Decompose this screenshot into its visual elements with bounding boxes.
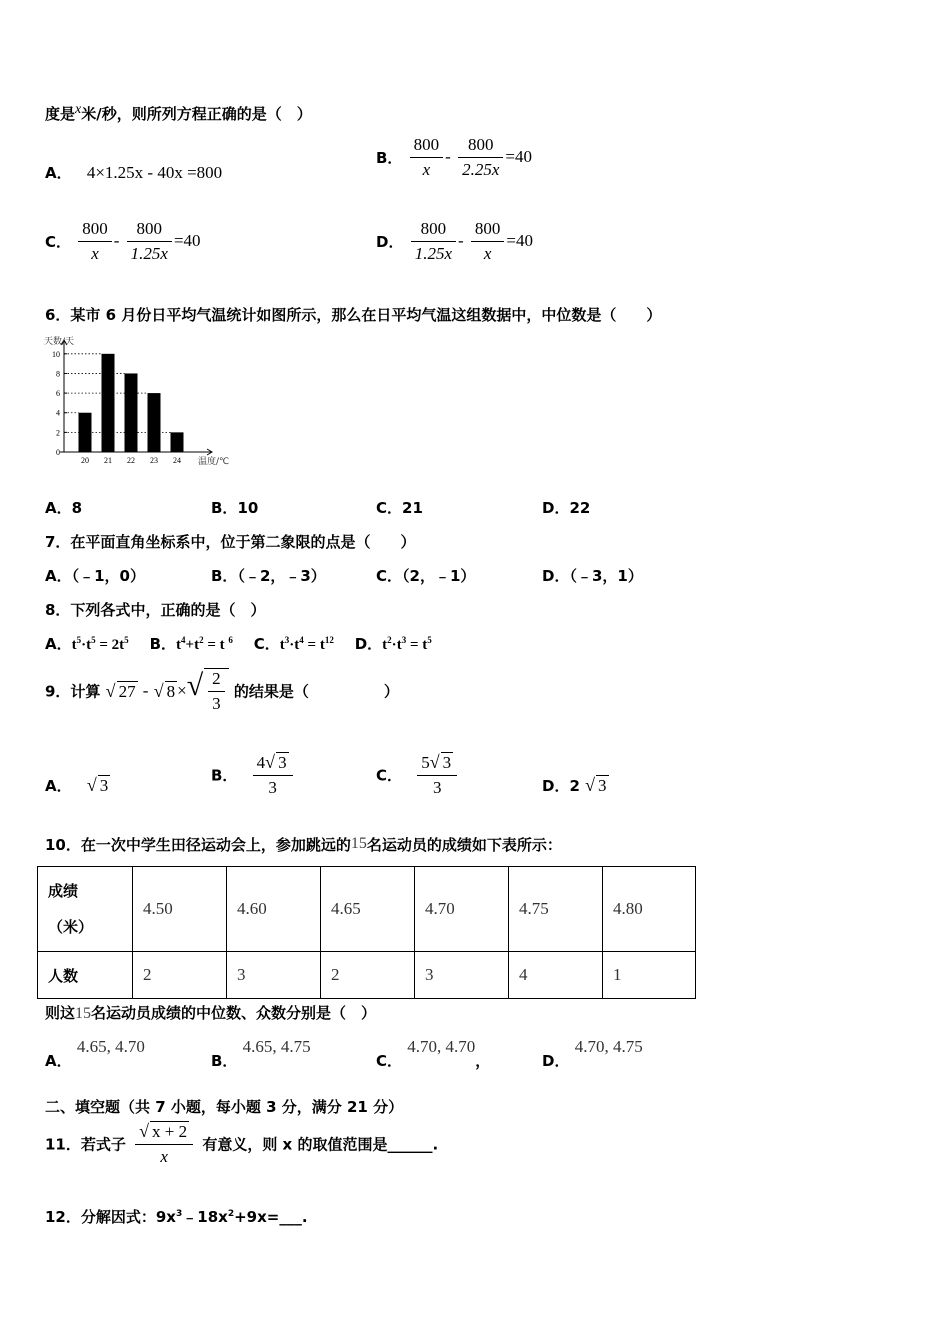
fraction: $\frac{800}{x}$	[471, 219, 505, 264]
x-tick-label: 20	[81, 456, 89, 465]
bar	[148, 393, 161, 452]
q12-stem: 12．分解因式：$9x^3﹣18x^2+9x=\_\_\_$.	[45, 1208, 308, 1226]
q7-option-c: C．（2，﹣1）	[376, 567, 476, 585]
table-header-cell: 人数	[38, 952, 133, 999]
y-tick-label: 0	[56, 448, 60, 457]
fraction: $\frac{800}{x}$	[78, 219, 112, 264]
q5-stem: 度是x米/秒，则所列方程正确的是（ ）	[45, 102, 312, 123]
bar	[171, 432, 184, 452]
q6-option-a: A．8	[45, 499, 83, 517]
y-tick-label: 10	[52, 349, 60, 359]
fraction: $\frac{800}{1.25x}$	[411, 219, 456, 264]
q8-options	[45, 633, 432, 654]
q5-option-a: A． 4×1.25x - 40x =800	[45, 163, 223, 182]
q6-option-d: D．22	[542, 499, 591, 517]
x-axis-label: 温度/℃	[198, 457, 230, 467]
table-cell: 2	[133, 952, 227, 999]
table-cell: 4.80	[603, 867, 696, 952]
temperature-bar-chart	[40, 332, 250, 472]
table-row	[38, 867, 696, 952]
q6-stem: 6．某市 6 月份日平均气温统计如图所示，那么在日平均气温这组数据中，中位数是（ ）	[45, 306, 662, 324]
q10-option-c: C． 4.70, 4.70，	[376, 1037, 491, 1070]
table-cell: 3	[227, 952, 321, 999]
q11-stem: 11．若式子 $\frac{√ x + 2}{x}$ 有意义，则 x 的取值范围是______.	[45, 1121, 439, 1166]
table-cell: 4.60	[227, 867, 321, 952]
q8-option-d: D．$t^2\cdot t^3 = t^5$	[354, 635, 432, 653]
q10-option-d: D． 4.70, 4.75	[542, 1037, 643, 1070]
table-cell: 4.65	[321, 867, 415, 952]
y-tick-label: 8	[56, 369, 60, 379]
table-cell: 2	[321, 952, 415, 999]
table-header-cell: 成绩 （米）	[38, 867, 133, 952]
table-cell: 4.75	[509, 867, 603, 952]
q9-option-c: C． $\frac{5√ 3}{3}$	[376, 752, 459, 798]
q6-option-b: B．10	[211, 499, 259, 517]
q7-option-b: B．（﹣2，﹣3）	[211, 567, 326, 585]
q8-option-a: A．$t^5\cdot t^5 = 2t^5$	[45, 635, 129, 653]
fraction: $\frac{800}{2.25x}$	[458, 135, 503, 180]
q9-option-d: D．2 √ 3	[542, 775, 607, 795]
q8-stem: 8．下列各式中，正确的是（ ）	[45, 601, 266, 619]
x-tick-label: 23	[150, 456, 158, 465]
fraction: $\frac{800}{x}$	[410, 135, 444, 180]
y-tick-label: 2	[56, 428, 60, 438]
section-title: 二、填空题（共 7 小题，每小题 3 分，满分 21 分）	[45, 1098, 404, 1116]
q10-option-b: B． 4.65, 4.75	[211, 1037, 311, 1070]
q10-option-a: A． 4.65, 4.70	[45, 1037, 145, 1070]
y-tick-label: 4	[56, 408, 60, 418]
q8-option-b: B．$t^4+t^2 = t$ $^6$	[149, 635, 233, 653]
table-row	[38, 952, 696, 999]
table-cell: 1	[603, 952, 696, 999]
q5-option-c: C． $\frac{800}{x}$ - $\frac{800}{1.25x}$ =40	[45, 219, 201, 263]
chart-bars	[79, 354, 184, 452]
q7-option-a: A．（﹣1，0）	[45, 567, 145, 585]
bar	[125, 373, 138, 452]
table-cell: 4	[509, 952, 603, 999]
x-tick-label: 21	[104, 456, 112, 465]
q6-option-c: C．21	[376, 499, 423, 517]
bar	[79, 413, 92, 452]
y-tick-label: 6	[56, 389, 60, 399]
q10-question: 则这15名运动员成绩的中位数、众数分别是（ ）	[45, 1004, 377, 1022]
q5-option-d: D． $\frac{800}{1.25x}$ - $\frac{800}{x}$ =40	[376, 219, 533, 263]
q7-option-d: D．（﹣3，1）	[542, 567, 643, 585]
x-tick-label: 24	[173, 456, 181, 465]
q5-option-b: B． $\frac{800}{x}$ - $\frac{800}{2.25x}$ =40	[376, 135, 532, 179]
table-cell: 3	[415, 952, 509, 999]
scores-table	[37, 866, 696, 999]
q9-option-a: A． √ 3	[45, 775, 109, 795]
table-cell: 4.50	[133, 867, 227, 952]
fraction: $\frac{800}{1.25x}$	[127, 219, 172, 264]
y-axis-label: 天数/天	[44, 337, 75, 347]
x-tick-label: 22	[127, 456, 135, 465]
q9-stem: 9．计算 √ 27 - √ 8 ×√ $\frac{2}{3}$ 的结果是（ ）	[45, 668, 399, 713]
table-cell: 4.70	[415, 867, 509, 952]
bar	[102, 354, 115, 452]
q7-stem: 7．在平面直角坐标系中，位于第二象限的点是（ ）	[45, 533, 416, 551]
q9-option-b: B． $\frac{4√ 3}{3}$	[211, 752, 295, 798]
q10-stem: 10．在一次中学生田径运动会上，参加跳远的15名运动员的成绩如下表所示：	[45, 835, 562, 854]
q8-option-c: C．$t^3\cdot t^4 = t^{12}$	[253, 635, 334, 653]
